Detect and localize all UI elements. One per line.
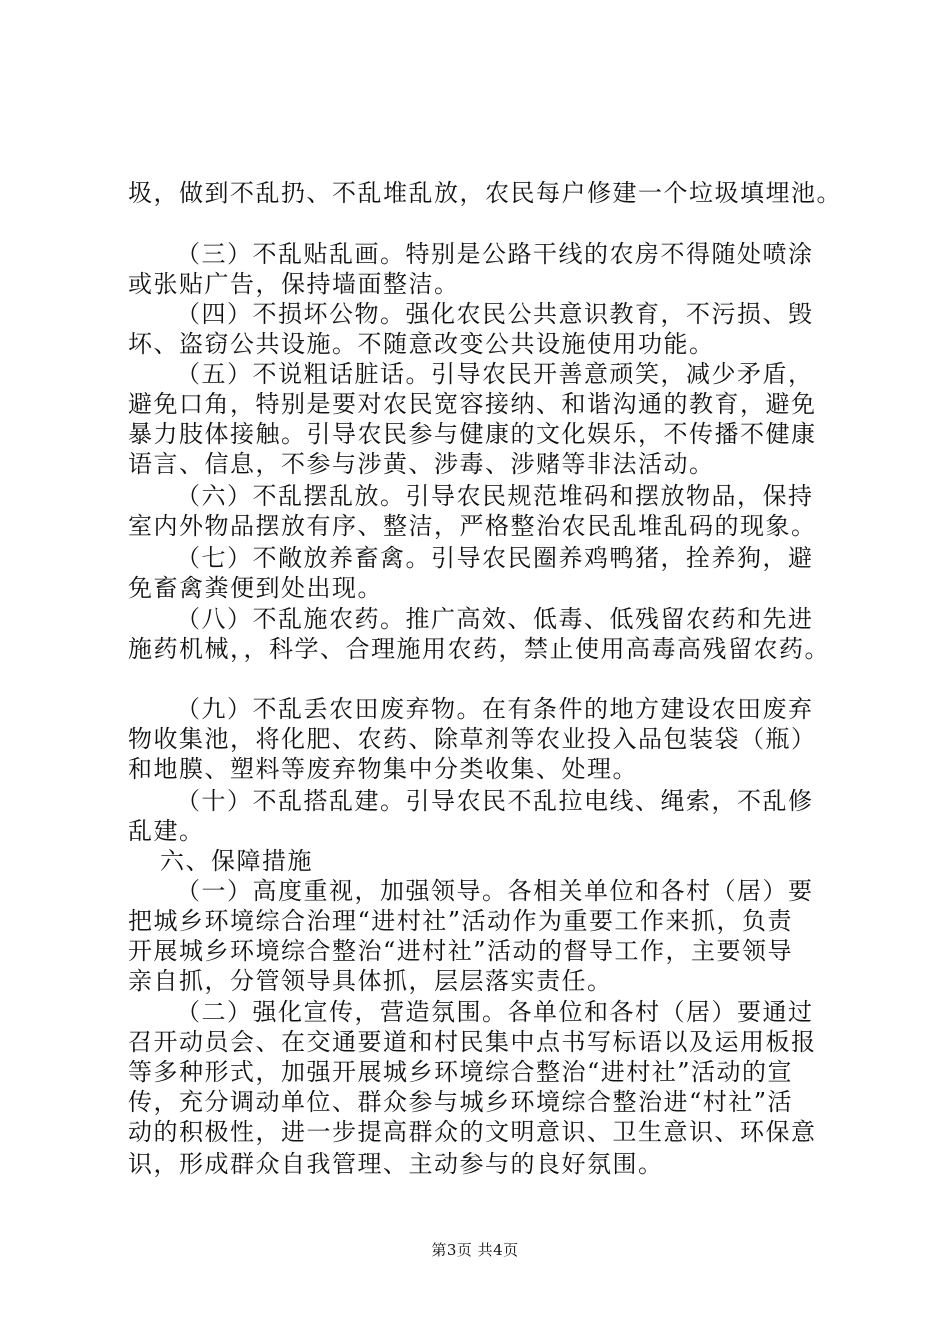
paragraph-line: 等多种形式，加强开展城乡环境综合整治“进村社”活动的宣 — [128, 1058, 794, 1086]
paragraph-line: 施药机械，，科学、合理施用农药，禁止使用高毒高残留农药。 — [128, 635, 830, 663]
paragraph-line: 乱建。 — [128, 817, 205, 845]
paragraph-line: 识，形成群众自我管理、主动参与的良好氛围。 — [128, 1150, 664, 1178]
paragraph-line: 语言、信息，不参与涉黄、涉毒、涉赌等非法活动。 — [128, 450, 715, 478]
section-heading: 六、保障措施 — [160, 847, 313, 875]
paragraph-line: 传，充分调动单位、群众参与城乡环境综合整治进“村社”活 — [128, 1088, 794, 1116]
page-footer: 第3页 共4页 — [431, 1241, 519, 1259]
paragraph-line: （二）强化宣传，营造氛围。各单位和各村（居）要通过 — [176, 998, 814, 1026]
paragraph-line: 开展城乡环境综合整治“进村社”活动的督导工作，主要领导 — [128, 937, 794, 965]
paragraph-line: （一）高度重视，加强领导。各相关单位和各村（居）要 — [176, 877, 814, 905]
paragraph-line: 避免口角，特别是要对农民宽容接纳、和谐沟通的教育，避免 — [128, 390, 817, 418]
paragraph-line: 暴力肢体接触。引导农民参与健康的文化娱乐，不传播不健康 — [128, 420, 817, 448]
paragraph-line: 把城乡环境综合治理“进村社”活动作为重要工作来抓，负责 — [128, 907, 794, 935]
paragraph-line: 物收集池，将化肥、农药、除草剂等农业投入品包装袋（瓶） — [128, 725, 817, 753]
paragraph-line: 圾，做到不乱扔、不乱堆乱放，农民每户修建一个垃圾填埋池。 — [128, 179, 842, 207]
paragraph-line: 动的积极性，进一步提高群众的文明意识、卫生意识、环保意 — [128, 1118, 817, 1146]
paragraph-line: （四）不损坏公物。强化农民公共意识教育，不污损、毁 — [176, 300, 814, 328]
paragraph-line: 和地膜、塑料等废弃物集中分类收集、处理。 — [128, 755, 638, 783]
paragraph-line: 或张贴广告，保持墙面整洁。 — [128, 270, 460, 298]
paragraph-line: （八）不乱施农药。推广高效、低毒、低残留农药和先进 — [176, 605, 814, 633]
paragraph-line: （五）不说粗话脏话。引导农民开善意顽笑，减少矛盾， — [176, 360, 814, 388]
paragraph-line: 室内外物品摆放有序、整洁，严格整治农民乱堆乱码的现象。 — [128, 512, 817, 540]
paragraph-line: 召开动员会、在交通要道和村民集中点书写标语以及运用板报 — [128, 1028, 817, 1056]
paragraph-line: 免畜禽粪便到处出现。 — [128, 574, 383, 602]
paragraph-line: 坏、盗窃公共设施。不随意改变公共设施使用功能。 — [128, 330, 715, 358]
paragraph-line: （九）不乱丢农田废弃物。在有条件的地方建设农田废弃 — [176, 695, 814, 723]
paragraph-line: （七）不敞放养畜禽。引导农民圈养鸡鸭猪，拴养狗，避 — [176, 544, 814, 572]
paragraph-line: 亲自抓，分管领导具体抓，层层落实责任。 — [128, 967, 613, 995]
paragraph-line: （三）不乱贴乱画。特别是公路干线的农房不得随处喷涂 — [176, 240, 814, 268]
paragraph-line: （十）不乱搭乱建。引导农民不乱拉电线、绳索，不乱修 — [176, 787, 814, 815]
paragraph-line: （六）不乱摆乱放。引导农民规范堆码和摆放物品，保持 — [176, 482, 814, 510]
